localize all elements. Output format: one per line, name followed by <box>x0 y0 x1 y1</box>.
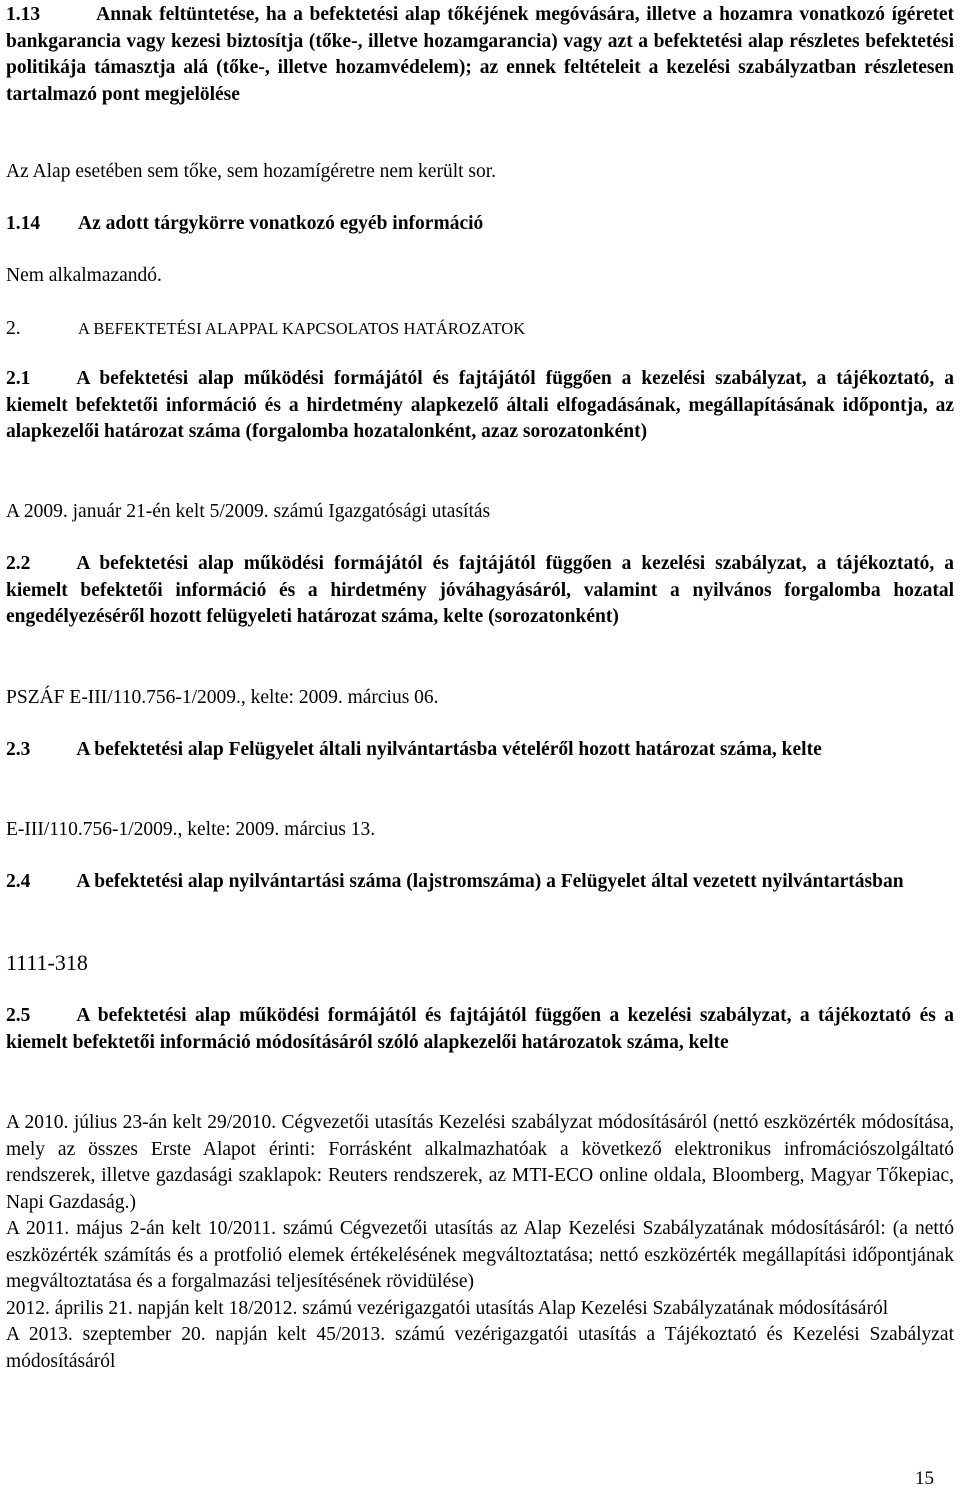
section-heading-text: A befektetési alap nyilvántartási száma (lajstromszáma) a Felügyelet által vezetett nyilvántartásban <box>76 871 904 892</box>
section-2-4-body: 1111-318 <box>6 950 88 975</box>
section-2-1-heading <box>6 366 954 446</box>
section-1-14-body: Nem alkalmazandó. <box>6 265 162 286</box>
section-heading-text: A befektetési alap működési formájától és fajtájától függően a kezelési szabályzat, a tájékoztató, a kiemelt befektetői információ és a hirdetmény alapkezelő általi elfogadásának, megállapításának időpontja, az alapkezelői határozat száma (forgalomba hozatalonként, azaz sorozatonként) <box>6 368 954 442</box>
section-1-13-heading <box>6 2 954 108</box>
section-2-heading <box>6 316 954 343</box>
section-2-5-body <box>6 1110 954 1375</box>
section-1-13-body: Az Alap esetében sem tőke, sem hozamígéretre nem került sor. <box>6 161 497 182</box>
section-1-14-heading <box>6 211 954 238</box>
section-number: 2.1 <box>6 368 31 389</box>
section-heading-text: Annak feltüntetése, ha a befektetési alap tőkéjének megóvására, illetve a hozamra vonatkozó ígéretet bankgarancia vagy kezesi biztosítja (tőke-, illetve hozamgarancia) vagy azt a befektetési alap részletes befektetési politikája támasztja alá (tőke-, illetve hozamvédelem); az ennek feltételeit a kezelési szabályzatban részletesen tartalmazó pont megjelölése <box>6 4 954 105</box>
section-number: 2.2 <box>6 553 31 574</box>
section-heading-text: A befektetési alap Felügyelet általi nyilvántartásba vételéről hozott határozat száma, kelte <box>76 739 822 760</box>
section-2-2-heading <box>6 551 954 631</box>
section-number: 2.4 <box>6 871 31 892</box>
section-number: 2.3 <box>6 739 31 760</box>
section-number: 2.5 <box>6 1005 31 1026</box>
section-number: 1.14 <box>6 213 41 234</box>
section-heading-text: A befektetési alap működési formájától és fajtájától függően a kezelési szabályzat, a tájékoztató, a kiemelt befektetői információ és a hirdetmény jóváhagyásáról, valamint a nyilvános forgalomba hozatal engedélyezéséről hozott felügyeleti határozat száma, kelte (sorozatonként) <box>6 553 954 627</box>
section-number: 1.13 <box>6 4 41 25</box>
section-heading-text: A befektetési alap működési formájától és fajtájától függően a kezelési szabályzat, a tájékoztató és a kiemelt befektetői információ módosításáról szóló alapkezelői határozatok száma, kelte <box>6 1005 954 1053</box>
section-2-1-body: A 2009. január 21-én kelt 5/2009. számú Igazgatósági utasítás <box>6 501 491 522</box>
paragraph: 2012. április 21. napján kelt 18/2012. számú vezérigazgatói utasítás Alap Kezelési Szabályzatának módosításáról <box>6 1297 889 1319</box>
paragraph: A 2010. július 23-án kelt 29/2010. Cégvezetői utasítás Kezelési szabályzat módosításáról (nettó eszközérték módosítása, mely az összes Erste Alapot érinti: Forrásként alkalmazhatóak a következő elektronikus infromációszolgáltató rendszerek, illetve gazdasági szaklapok: Reuters rendszerek, az MTI-ECO online oldala, Bloomberg, Magyar Tőkepiac, Napi Gazdaság.) <box>6 1112 954 1213</box>
section-2-2-body: PSZÁF E-III/110.756-1/2009., kelte: 2009. március 06. <box>6 687 439 708</box>
paragraph: A 2013. szeptember 20. napján kelt 45/2013. számú vezérigazgatói utasítás a Tájékoztató és Kezelési Szabályzat módosításáról <box>6 1324 954 1372</box>
section-2-4-heading <box>6 869 954 896</box>
page-number: 15 <box>915 1468 934 1489</box>
section-heading-text: Az adott tárgykörre vonatkozó egyéb információ <box>78 213 484 234</box>
section-2-3-heading <box>6 737 954 764</box>
section-2-5-heading <box>6 1003 954 1056</box>
section-number: 2. <box>6 318 21 339</box>
section-heading-text: A BEFEKTETÉSI ALAPPAL KAPCSOLATOS HATÁROZATOK <box>78 319 526 338</box>
section-2-3-body: E-III/110.756-1/2009., kelte: 2009. március 13. <box>6 819 376 840</box>
paragraph: A 2011. május 2-án kelt 10/2011. számú Cégvezetői utasítás az Alap Kezelési Szabályzatának módosításáról: (a nettó eszközérték számítás és a protfolió elemek értékelésének megváltoztatása; nettó eszközérték megállapítási időpontjának megváltoztatása és a forgalmazási teljesítésének rövidülése) <box>6 1218 954 1292</box>
